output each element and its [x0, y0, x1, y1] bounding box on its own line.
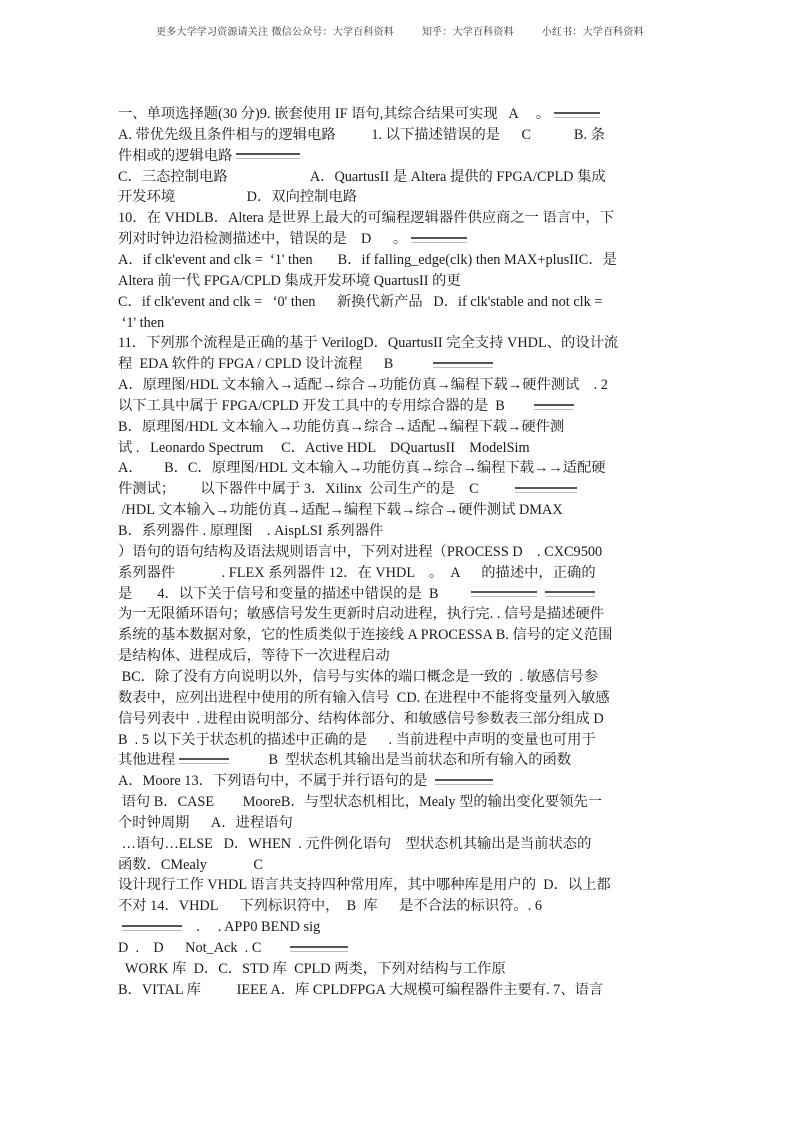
line-text: B．系列器件 . 原理图 . AispLSI 系列器件: [118, 523, 384, 539]
line-text: D . D Not_Ack . C: [118, 940, 287, 956]
line-text: A． B．C．原理图/HDL 文本输入→功能仿真→综合→编程下载→→适配硬: [118, 460, 606, 477]
line-text: 程 EDA 软件的 FPGA / CPLD 设计流程 B: [118, 356, 429, 373]
answer-blank: [122, 925, 182, 931]
text-line: [118, 521, 383, 542]
text-line: [118, 500, 563, 521]
text-line: [118, 917, 320, 938]
line-text: 不对 14．VHDL 下列标识符中， B 库 是不合法的标识符。. 6: [118, 898, 543, 915]
answer-blank: [554, 112, 600, 118]
answer-blank: [411, 237, 467, 243]
line-text: A. 带优先级且条件相与的逻辑电路 1. 以下描述错误的是 C B. 条: [118, 126, 605, 143]
text-line: [118, 167, 606, 188]
text-line: [118, 792, 602, 813]
header-xiaohongshu: 小红书：大学百科资料: [541, 27, 644, 38]
text-line: [118, 479, 577, 500]
line-text: 信号列表中 . 进程由说明部分、结构体部分、和敏感信号参数表三部分组成 D: [118, 710, 604, 727]
header-wechat: 更多大学学习资源请关注 微信公众号：大学百科资料: [155, 27, 394, 38]
line-text: A．Moore 13．下列语句中，不属于并行语句的是: [118, 773, 431, 790]
text-line: [118, 250, 617, 271]
line-text: B．原理图/HDL 文本输入→功能仿真→综合→适配→编程下载→硬件测: [118, 418, 565, 435]
text-line: [118, 375, 608, 396]
text-line: [118, 896, 542, 917]
text-line: [118, 730, 596, 751]
line-text: 试 . Leonardo Spectrum C．Active HDL DQuartusII ModelSim: [118, 439, 530, 456]
text-line: [118, 563, 596, 584]
answer-blank: [534, 404, 574, 410]
text-line: [118, 438, 530, 459]
text-line: [118, 292, 602, 313]
line-text-tail: B 型状态机其输出是当前状态和所有输入的函数: [229, 752, 572, 769]
answer-blank: [545, 591, 595, 597]
line-text: Altera 前一代 FPGA/CPLD 集成开发环境 QuartusII 的更: [118, 272, 461, 289]
line-text: BC．除了没有方向说明以外，信号与实体的端口概念是一致的 . 敏感信号参: [118, 668, 599, 685]
line-text: 系统的基本数据对象，它的性质类似于连接线 A PROCESSA B. 信号的定义范围: [118, 627, 613, 644]
text-line: [118, 855, 263, 876]
answer-blank: [290, 946, 348, 952]
line-text: 件相或的逻辑电路: [118, 147, 233, 164]
answer-blank: [236, 153, 300, 159]
line-text: 函数．CMealy C: [118, 856, 263, 873]
line-text: 10．在 VHDLB．Altera 是世界上最大的可编程逻辑器件供应商之一 语言中，下: [118, 210, 614, 227]
answer-blank: [471, 591, 537, 597]
line-text: 为一无限循环语句；敏感信号发生更新时启动进程，执行完. . 信号是描述硬件: [118, 606, 605, 623]
text-line: [118, 125, 605, 146]
text-line: [118, 146, 300, 167]
line-text: 数表中，应列出进程中使用的所有输入信号 CD. 在进程中不能将变量列入敏感: [118, 689, 610, 706]
text-line: [118, 646, 390, 667]
line-text: 开发环境 D．双向控制电路: [118, 189, 358, 206]
text-line: [118, 229, 467, 250]
text-line: [118, 333, 618, 354]
line-text: A．if clk'event and clk = ‘1' then B．if falling_edge(clk) then MAX+plusIIC．是: [118, 251, 617, 268]
text-line: [118, 208, 614, 229]
text-line: [118, 271, 461, 292]
line-text: 以下工具中属于 FPGA/CPLD 开发工具中的专用综合器的是 B: [118, 397, 530, 414]
line-text: C．三态控制电路 A．QuartusII 是 Altera 提供的 FPGA/CPLD 集成: [118, 168, 606, 185]
line-text: 系列器件 . FLEX 系列器件 12．在 VHDL 。 A 的描述中，正确的: [118, 564, 596, 581]
line-text: 设计现行工作 VHDL 语言共支持四种常用库，其中哪种库是用户的 D．以上都: [118, 877, 611, 894]
line-text: 11．下列那个流程是正确的基于 VerilogD．QuartusII 完全支持 VHDL、的设计流: [118, 335, 619, 352]
text-line: [118, 938, 348, 959]
text-line: [118, 709, 604, 730]
line-text: B . 5 以下关于状态机的描述中正确的是 . 当前进程中声明的变量也可用于: [118, 731, 596, 748]
line-text: …语句…ELSE D．WHEN . 元件例化语句 型状态机其输出是当前状态的: [118, 835, 592, 852]
line-text: 是 4．以下关于信号和变量的描述中错误的是 B: [118, 585, 468, 602]
text-line: [118, 604, 604, 625]
line-text: 列对时钟边沿检测描述中，错误的是 D 。: [118, 231, 408, 248]
line-text: 是结构体、进程成后，等待下一次进程启动: [118, 648, 390, 665]
answer-blank: [433, 362, 493, 368]
line-text: WORK 库 D．C．STD 库 CPLD 两类，下列对结构与工作原: [118, 960, 506, 977]
line-text: 其他进程: [118, 752, 176, 769]
line-text: B．VITAL 库 IEEE A．库 CPLDFPGA 大规模可编程器件主要有. 7、语言: [118, 981, 604, 998]
line-text: 个时钟周期 A．进程语句: [118, 814, 293, 831]
line-text: ）语句的语句结构及语法规则语言中，下列对进程（PROCESS D . CXC9500: [118, 543, 603, 560]
text-line: [118, 813, 293, 834]
line-text: 一、单项选择题(30 分)9. 嵌套使用 IF 语句,其综合结果可实现 A 。: [118, 106, 551, 122]
line-text: A．原理图/HDL 文本输入→适配→综合→功能仿真→编程下载→硬件测试 . 2: [118, 377, 608, 394]
text-line: [118, 584, 595, 605]
answer-blank: [515, 487, 577, 493]
text-line: [118, 688, 610, 709]
text-line: [118, 959, 506, 980]
line-text: 件测试； 以下器件中属于 3．Xilinx 公司生产的是 C: [118, 481, 511, 498]
text-line: [118, 187, 357, 208]
text-line: [118, 834, 591, 855]
answer-blank: [179, 758, 229, 764]
text-line: [118, 104, 600, 125]
text-line: [118, 625, 612, 646]
page-header: [0, 12, 793, 38]
text-line: [118, 396, 574, 417]
line-text: /HDL 文本输入→功能仿真→适配→编程下载→综合→硬件测试 DMAX: [118, 502, 563, 519]
text-line: [118, 667, 598, 688]
text-line: [118, 980, 603, 1001]
text-line: [118, 354, 493, 375]
answer-blank: [435, 779, 493, 785]
text-line: [118, 417, 564, 438]
text-line: [118, 313, 164, 334]
text-line: [118, 458, 606, 479]
line-text-tail: . . APP0 BEND sig: [182, 919, 321, 936]
text-line: [118, 875, 611, 896]
header-zhihu: 知乎：大学百科资料: [421, 27, 514, 38]
line-text: 语句 B．CASE MooreB．与型状态机相比，Mealy 型的输出变化要领先一: [118, 794, 603, 811]
text-line: [118, 750, 571, 771]
line-text: C．if clk'event and clk = ‘0' then 新换代新产品 D．if clk'stable and not clk =: [118, 293, 603, 310]
text-line: [118, 771, 493, 792]
text-line: [118, 542, 602, 563]
line-text: ‘1' then: [118, 314, 165, 331]
